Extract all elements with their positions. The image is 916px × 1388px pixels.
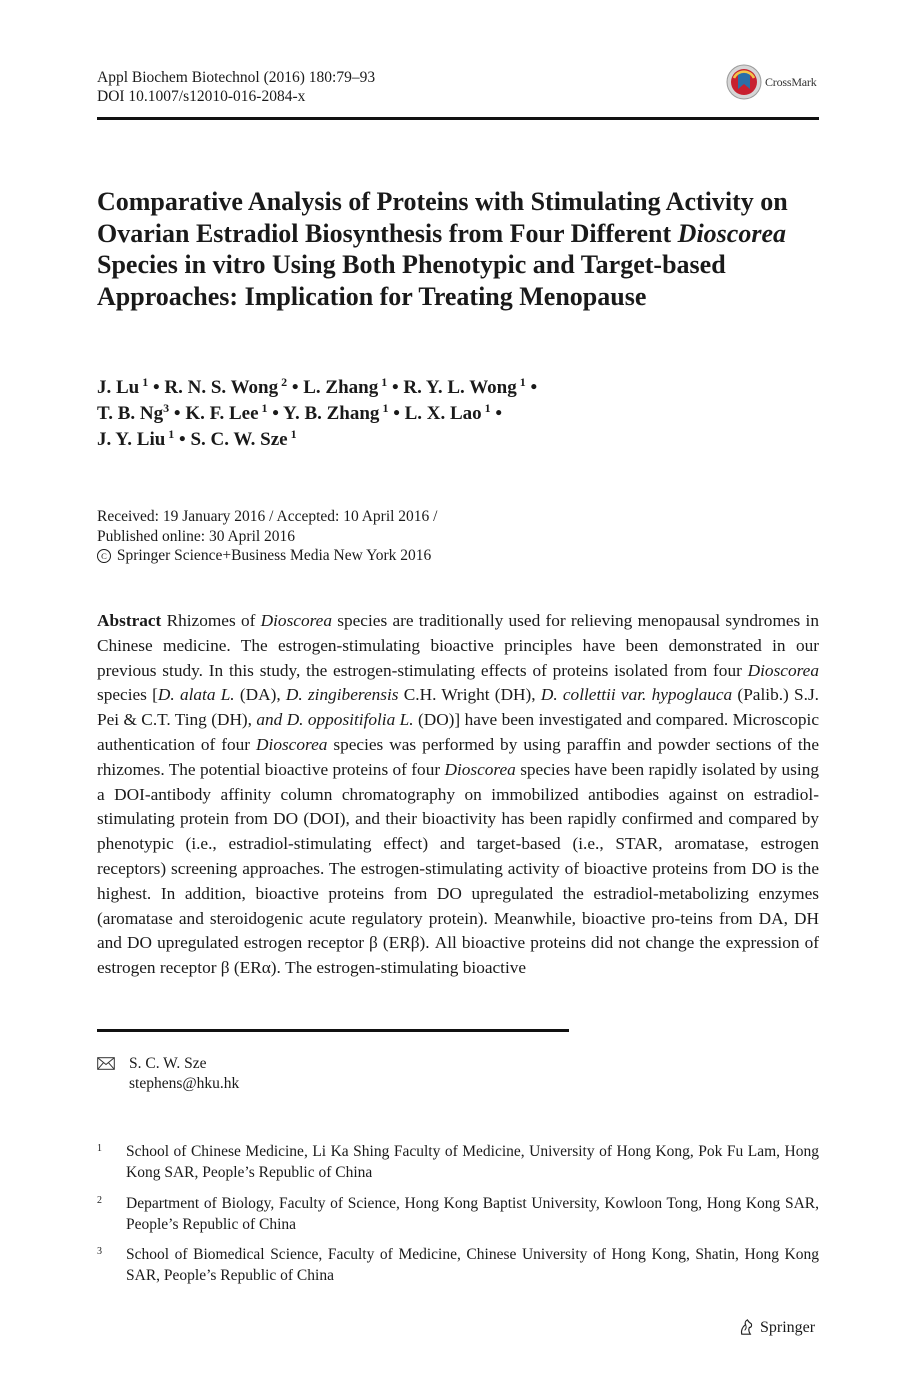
header-rule — [97, 117, 819, 120]
author: Y. B. Zhang $^1$ — [282, 401, 389, 424]
journal-info — [97, 68, 375, 106]
publisher-logo — [737, 1318, 815, 1337]
abstract: Abstract Rhizomes of Dioscorea species are traditionally used for relieving menopausal syndromes in Chinese medicine. The estrogen-stimulating bioactive principles have been demonstrated in our previous study. In this study, the estrogen-stimulating effects of proteins isolated from four Dioscorea species [D. alata L. (DA), D. zingiberensis C.H. Wright (DH), D. collettii var. hypoglauca (Palib.) S.J. Pei & C.T. Ting (DH), and D. oppositifolia L. (DO)] have been investigated and compared. Microscopic authentication of four Dioscorea species was performed by using paraffin and powder sections of the rhizomes. The potential bioactive proteins of four Dioscorea species have been rapidly isolated by using a DOI-antibody affinity column chromatography on immobilized antibodies against on estradiol-stimulating protein from DO (DOI), and their bioactivity has been rapidly confirmed and compared by phenotypic (i.e., estradiol-stimulating effect) and target-based (i.e., STAR, aromatase, estrogen receptors) screening approaches. The estrogen-stimulating activity of bioactive proteins from DO is the highest. In addition, bioactive proteins from DO upregulated the estradiol-metabolizing enzymes (aromatase and steroidogenic acute regulatory protein). Meanwhile, bioactive pro-teins from DA, DH and DO upregulated estrogen receptor β (ERβ). All bioactive proteins did not change the expression of estrogen receptor β (ERα). The estrogen-stimulating bioactive — [97, 611, 820, 978]
affiliation — [97, 1245, 819, 1286]
affiliation — [97, 1142, 819, 1183]
corresponding-email[interactable]: stephens@hku.hk — [129, 1075, 240, 1092]
author: J. Y. Liu $^1$ — [97, 427, 175, 450]
copyright-icon: C — [97, 549, 111, 563]
author: J. Lu $^1$ — [97, 375, 149, 398]
crossmark-label: CrossMark — [765, 74, 817, 89]
copyright-line — [97, 546, 438, 566]
author: L. Zhang $^1$ — [303, 375, 388, 398]
published-online: Published online: 30 April 2016 — [97, 527, 296, 545]
affiliation-number: 1 — [97, 1143, 102, 1154]
author: R. N. S. Wong $^2$ — [164, 375, 288, 398]
author: S. C. W. Sze $^1$ — [190, 427, 297, 450]
affiliation-number: 3 — [97, 1246, 102, 1257]
title-text-2: Species in vitro Using Both Phenotypic and Target-based Approaches: Implication for Treating Menopause — [97, 250, 726, 311]
envelope-icon — [97, 1057, 115, 1070]
title-text-1: Comparative Analysis of Proteins with Stimulating Activity on Ovarian Estradiol Biosynthesis from Four Different — [97, 187, 788, 248]
corresponding-name: S. C. W. Sze — [129, 1055, 207, 1072]
springer-horse-icon — [737, 1318, 756, 1337]
author-line-1: J. Lu $^1$ • R. N. S. Wong $^2$ • L. Zhang $^1$ • R. Y. L. Wong $^1$ • — [97, 375, 538, 398]
crossmark-icon — [726, 64, 762, 100]
abstract-label: Abstract — [97, 611, 162, 630]
affiliation — [97, 1194, 819, 1235]
footnote-rule — [97, 1029, 569, 1032]
journal-citation: Appl Biochem Biotechnol (2016) 180:79–93 — [97, 69, 376, 86]
author-line-3: J. Y. Liu $^1$ • S. C. W. Sze $^1$ — [97, 427, 297, 450]
author: T. B. Ng$^3$ — [97, 401, 170, 424]
copyright-text: Springer Science+Business Media New York 2016 — [116, 547, 432, 564]
paper-title — [97, 186, 819, 312]
author: R. Y. L. Wong $^1$ — [403, 375, 526, 398]
title-italic: Dioscorea — [677, 218, 786, 248]
corresponding-author — [97, 1054, 239, 1094]
affiliation-number: 2 — [97, 1195, 102, 1206]
author: K. F. Lee $^1$ — [185, 401, 268, 424]
author: L. X. Lao $^1$ — [404, 401, 491, 424]
crossmark-badge[interactable] — [726, 64, 817, 100]
affiliation-text: School of Biomedical Science, Faculty of Medicine, Chinese University of Hong Kong, Shatin, Hong Kong SAR, People’s Republic of China — [126, 1246, 819, 1284]
publisher-name: Springer — [760, 1318, 816, 1336]
received-accepted: Received: 19 January 2016 / Accepted: 10 April 2016 / — [97, 508, 438, 525]
affiliation-text: Department of Biology, Faculty of Science, Hong Kong Baptist University, Kowloon Tong, Hong Kong SAR, People’s Republic of China — [126, 1195, 819, 1233]
affiliation-text: School of Chinese Medicine, Li Ka Shing Faculty of Medicine, University of Hong Kong, Pok Fu Lam, Hong Kong SAR, People’s Republic of China — [126, 1143, 819, 1181]
author-list — [97, 375, 819, 453]
author-line-2: T. B. Ng$^3$ • K. F. Lee $^1$ • Y. B. Zhang $^1$ • L. X. Lao $^1$ • — [97, 401, 503, 424]
doi[interactable]: DOI 10.1007/s12010-016-2084-x — [97, 88, 306, 105]
publication-dates — [97, 507, 438, 566]
